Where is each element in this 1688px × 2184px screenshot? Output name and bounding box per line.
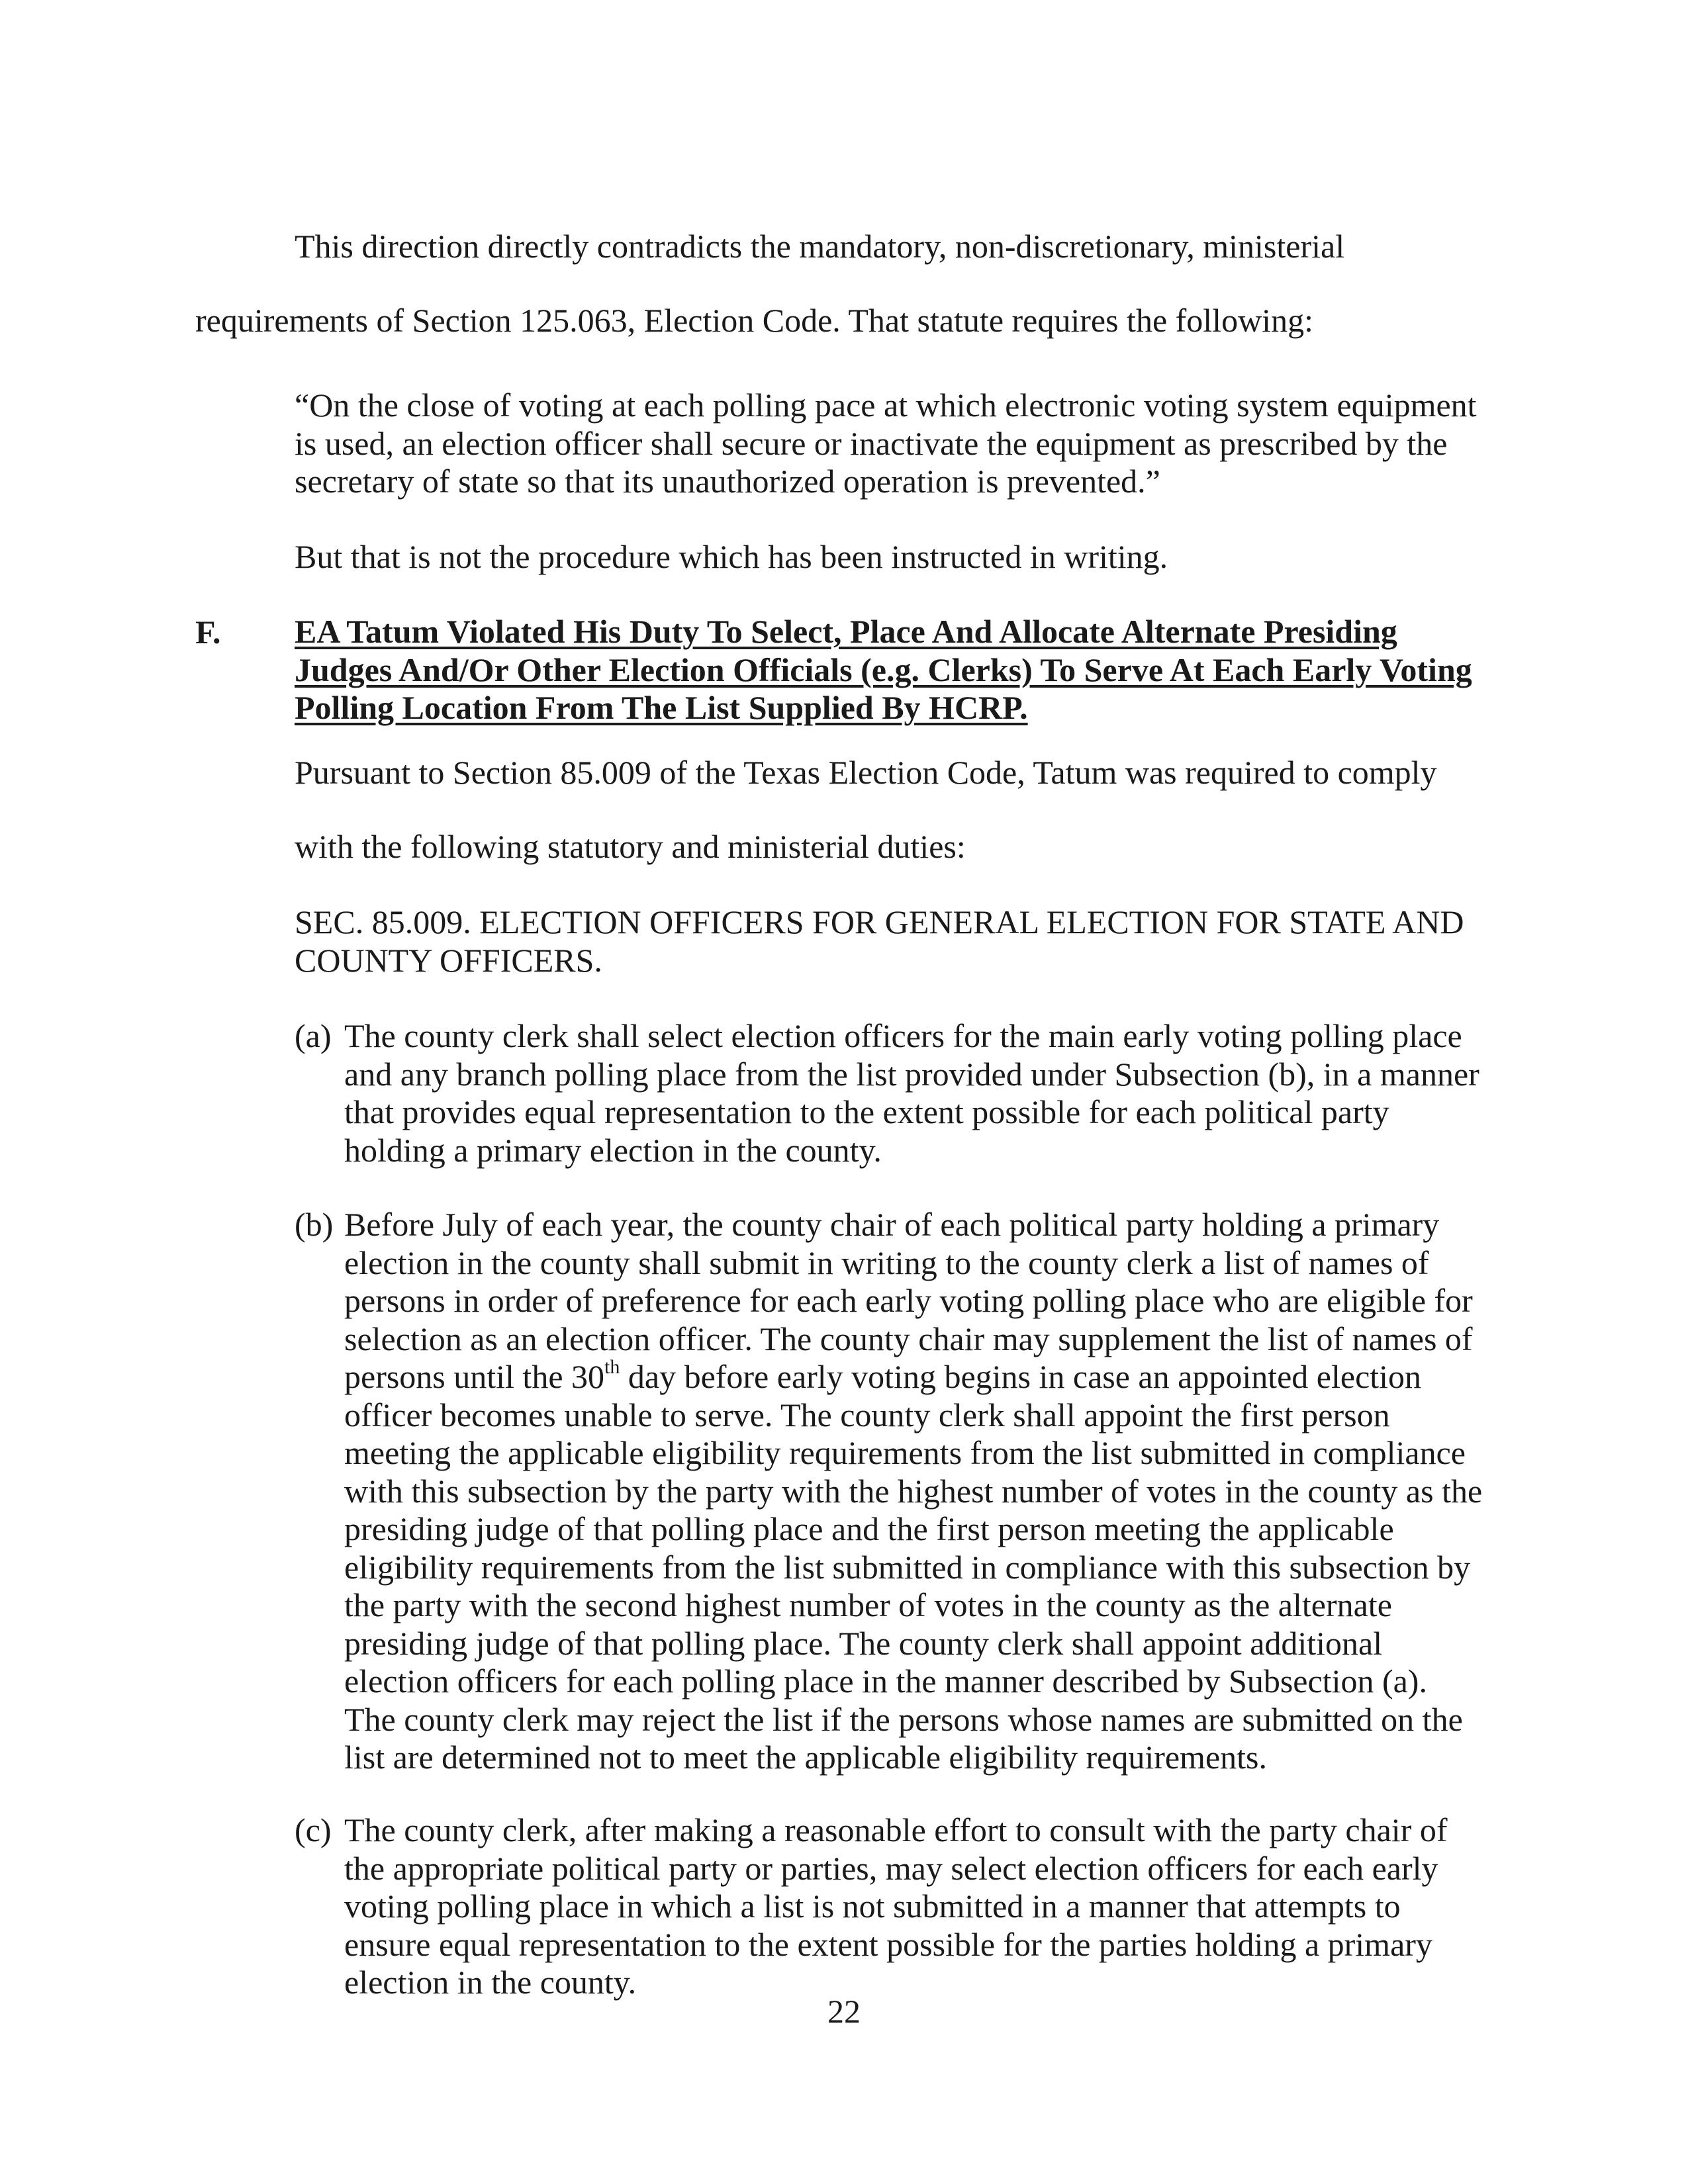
subsection-text-part1: Before July of each year, the county chair of each political party holding a primary election in the county shall submit in writing to the county clerk a list of names of persons in order of preference for each early voting polling place who are eligible for selection as an election officer. The county chair may supplement the list of names of persons until the 30 xyxy=(344,1206,1473,1395)
intro-line-2: requirements of Section 125.063, Election Code. That statute requires the following: xyxy=(195,302,1313,339)
section-letter: F. xyxy=(195,614,221,651)
but-line: But that is not the procedure which has been instructed in writing. xyxy=(295,538,1168,575)
superscript-ordinal: th xyxy=(604,1356,620,1379)
statute-quote: “On the close of voting at each polling pace at which electronic voting system equipment is used, an election officer shall secure or inactivate the equipment as prescribed by the secretary of state so that its unauthorized operation is prevented.” xyxy=(295,387,1477,500)
subsection-text xyxy=(344,1206,1483,1777)
pursuant-line-2: with the following statutory and ministerial duties: xyxy=(295,828,966,865)
intro-line-1: This direction directly contradicts the mandatory, non-discretionary, ministerial xyxy=(295,228,1345,265)
subsection-text-part2: day before early voting begins in case an appointed election officer becomes unable to serve. The county clerk shall appoint the first person meeting the applicable eligibility requirements from the list submitted in compliance with this subsection by the party with the highest number of votes in the county as the presiding judge of that polling place and the first person meeting the applicable eligibility requirements from the list submitted in compliance with this subsection by the party with the second highest number of votes in the county as the alternate presiding judge of that polling place. The county clerk shall appoint additional election officers for each polling place in the manner described by Subsection (a). The county clerk may reject the list if the persons whose names are submitted on the list are determined not to meet the applicable eligibility requirements. xyxy=(344,1358,1483,1776)
section-heading xyxy=(295,613,1486,727)
subsection-label: (b) xyxy=(295,1206,334,1243)
section-heading-text: EA Tatum Violated His Duty To Select, Place And Allocate Alternate Presiding Judges And/Or Other Election Officials (e.g. Clerks) To Serve At Each Early Voting Polling Location From The List Supplied By HCRP. xyxy=(295,613,1472,726)
subsection-text: The county clerk, after making a reasonable effort to consult with the party chair of the appropriate political party or parties, may select election officers for each early voting polling place in which a list is not submitted in a manner that attempts to ensure equal representation to the extent possible for the parties holding a primary election in the county. xyxy=(344,1811,1448,2001)
sec-title: SEC. 85.009. ELECTION OFFICERS FOR GENERAL ELECTION FOR STATE AND COUNTY OFFICERS. xyxy=(295,903,1464,979)
pursuant-line-1: Pursuant to Section 85.009 of the Texas Election Code, Tatum was required to comply xyxy=(295,754,1437,791)
page-number: 22 xyxy=(827,1993,861,2030)
subsection-label: (c) xyxy=(295,1811,332,1848)
subsection-label: (a) xyxy=(295,1017,332,1054)
subsection-text: The county clerk shall select election officers for the main early voting polling place and any branch polling place from the list provided under Subsection (b), in a manner that provides equal representation to the extent possible for each political party holding a primary election in the county. xyxy=(344,1017,1479,1169)
